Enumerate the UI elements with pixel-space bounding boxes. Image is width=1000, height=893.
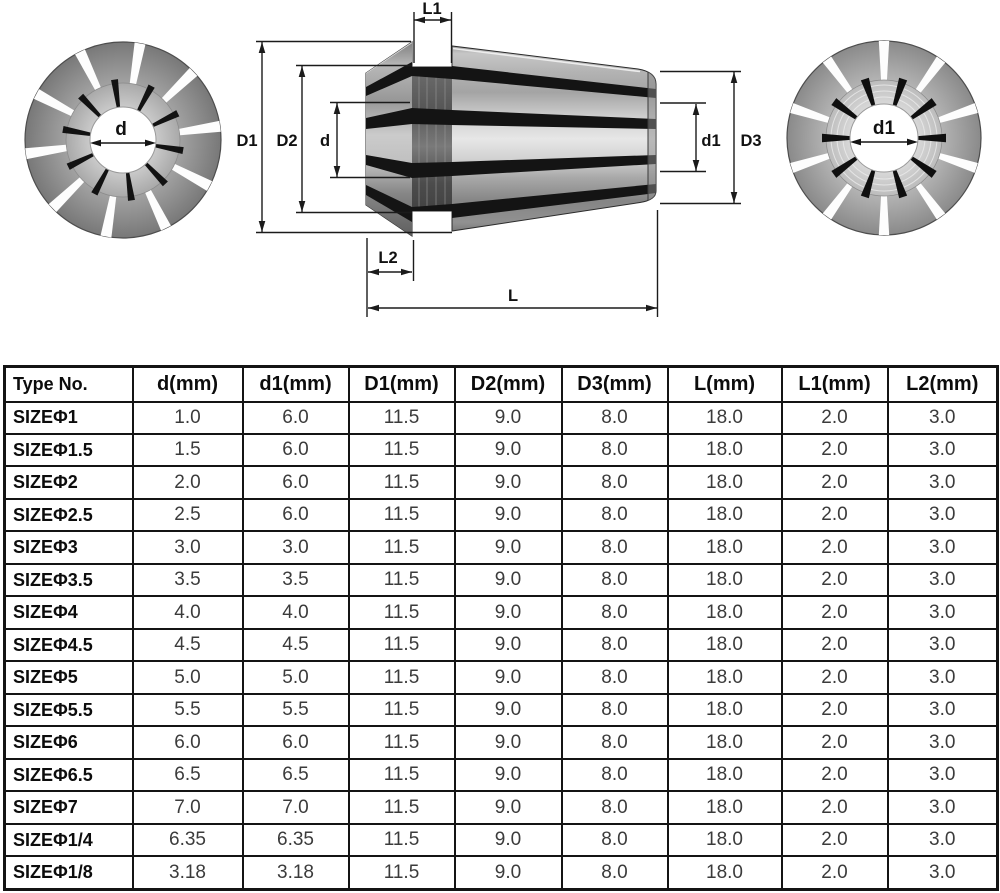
row-label: SIZEΦ6 xyxy=(5,726,133,758)
spec-cell: 18.0 xyxy=(668,629,782,661)
dimension-d1 xyxy=(660,103,706,172)
dim-label-L2: L2 xyxy=(378,249,398,267)
spec-row xyxy=(5,564,998,596)
row-label: SIZEΦ3.5 xyxy=(5,564,133,596)
row-label: SIZEΦ4.5 xyxy=(5,629,133,661)
spec-cell: 3.0 xyxy=(888,629,998,661)
spec-cell: 6.0 xyxy=(243,434,349,466)
dim-label-d: d xyxy=(319,132,331,150)
spec-cell: 18.0 xyxy=(668,759,782,791)
rear-bore-label: d1 xyxy=(872,118,896,139)
spec-cell: 9.0 xyxy=(455,856,562,889)
spec-cell: 3.18 xyxy=(243,856,349,889)
col-header: L1(mm) xyxy=(782,367,888,402)
row-label: SIZEΦ5.5 xyxy=(5,694,133,726)
row-label: SIZEΦ7 xyxy=(5,791,133,823)
spec-cell: 18.0 xyxy=(668,824,782,856)
spec-cell: 3.0 xyxy=(888,824,998,856)
spec-cell: 3.0 xyxy=(133,531,243,563)
spec-cell: 9.0 xyxy=(455,824,562,856)
spec-cell: 3.0 xyxy=(888,499,998,531)
spec-cell: 6.5 xyxy=(243,759,349,791)
spec-cell: 9.0 xyxy=(455,466,562,498)
spec-cell: 1.5 xyxy=(133,434,243,466)
spec-cell: 2.0 xyxy=(133,466,243,498)
spec-row xyxy=(5,596,998,628)
dim-label-L: L xyxy=(507,287,519,305)
spec-cell: 8.0 xyxy=(562,856,668,889)
spec-cell: 2.0 xyxy=(782,564,888,596)
collet-side-view xyxy=(366,42,656,236)
spec-cell: 3.5 xyxy=(243,564,349,596)
spec-cell: 8.0 xyxy=(562,402,668,434)
spec-cell: 5.0 xyxy=(133,661,243,693)
col-header-type: Type No. xyxy=(5,367,133,402)
spec-cell: 11.5 xyxy=(349,596,455,628)
row-label: SIZEΦ1.5 xyxy=(5,434,133,466)
spec-row xyxy=(5,629,998,661)
spec-row xyxy=(5,499,998,531)
spec-cell: 18.0 xyxy=(668,434,782,466)
spec-cell: 6.0 xyxy=(133,726,243,758)
spec-cell: 3.0 xyxy=(888,759,998,791)
spec-cell: 18.0 xyxy=(668,531,782,563)
spec-cell: 2.0 xyxy=(782,661,888,693)
spec-cell: 18.0 xyxy=(668,791,782,823)
spec-cell: 3.0 xyxy=(888,726,998,758)
col-header: L2(mm) xyxy=(888,367,998,402)
col-header: D1(mm) xyxy=(349,367,455,402)
spec-row xyxy=(5,856,998,889)
spec-cell: 4.5 xyxy=(243,629,349,661)
spec-cell: 3.18 xyxy=(133,856,243,889)
spec-cell: 3.0 xyxy=(888,402,998,434)
spec-cell: 11.5 xyxy=(349,564,455,596)
spec-table xyxy=(3,365,999,891)
row-label: SIZEΦ5 xyxy=(5,661,133,693)
spec-cell: 11.5 xyxy=(349,531,455,563)
spec-cell: 4.0 xyxy=(243,596,349,628)
spec-cell: 9.0 xyxy=(455,402,562,434)
col-header: D3(mm) xyxy=(562,367,668,402)
spec-cell: 2.0 xyxy=(782,499,888,531)
spec-cell: 8.0 xyxy=(562,434,668,466)
spec-cell: 18.0 xyxy=(668,694,782,726)
spec-row xyxy=(5,694,998,726)
spec-cell: 3.0 xyxy=(888,856,998,889)
spec-cell: 11.5 xyxy=(349,629,455,661)
spec-cell: 5.5 xyxy=(133,694,243,726)
spec-row xyxy=(5,466,998,498)
spec-cell: 18.0 xyxy=(668,466,782,498)
spec-cell: 18.0 xyxy=(668,726,782,758)
spec-cell: 3.0 xyxy=(243,531,349,563)
spec-cell: 6.0 xyxy=(243,466,349,498)
spec-cell: 2.0 xyxy=(782,596,888,628)
spec-cell: 8.0 xyxy=(562,791,668,823)
spec-cell: 2.0 xyxy=(782,466,888,498)
spec-cell: 6.35 xyxy=(133,824,243,856)
spec-head-row xyxy=(5,367,998,402)
spec-cell: 7.0 xyxy=(243,791,349,823)
spec-cell: 6.0 xyxy=(243,726,349,758)
spec-cell: 9.0 xyxy=(455,661,562,693)
spec-cell: 8.0 xyxy=(562,564,668,596)
spec-cell: 11.5 xyxy=(349,726,455,758)
row-label: SIZEΦ1/4 xyxy=(5,824,133,856)
spec-cell: 1.0 xyxy=(133,402,243,434)
spec-cell: 6.0 xyxy=(243,499,349,531)
row-label: SIZEΦ3 xyxy=(5,531,133,563)
spec-cell: 18.0 xyxy=(668,564,782,596)
spec-cell: 4.5 xyxy=(133,629,243,661)
spec-cell: 2.0 xyxy=(782,694,888,726)
dim-label-D2: D2 xyxy=(276,132,298,150)
collet-technical-drawing xyxy=(0,0,1000,360)
spec-cell: 18.0 xyxy=(668,856,782,889)
row-label: SIZEΦ4 xyxy=(5,596,133,628)
spec-cell: 11.5 xyxy=(349,856,455,889)
spec-cell: 8.0 xyxy=(562,531,668,563)
spec-cell: 6.35 xyxy=(243,824,349,856)
spec-cell: 7.0 xyxy=(133,791,243,823)
col-header: L(mm) xyxy=(668,367,782,402)
spec-table-head xyxy=(5,367,998,402)
spec-cell: 11.5 xyxy=(349,661,455,693)
spec-cell: 8.0 xyxy=(562,824,668,856)
spec-cell: 11.5 xyxy=(349,824,455,856)
spec-cell: 2.5 xyxy=(133,499,243,531)
spec-cell: 3.0 xyxy=(888,791,998,823)
spec-cell: 2.0 xyxy=(782,791,888,823)
col-header: d(mm) xyxy=(133,367,243,402)
spec-cell: 9.0 xyxy=(455,499,562,531)
spec-cell: 18.0 xyxy=(668,661,782,693)
spec-cell: 2.0 xyxy=(782,824,888,856)
row-label: SIZEΦ1/8 xyxy=(5,856,133,889)
spec-table-body xyxy=(5,402,998,890)
spec-cell: 9.0 xyxy=(455,434,562,466)
spec-cell: 2.0 xyxy=(782,629,888,661)
spec-cell: 11.5 xyxy=(349,466,455,498)
spec-cell: 9.0 xyxy=(455,726,562,758)
spec-cell: 2.0 xyxy=(782,726,888,758)
spec-cell: 2.0 xyxy=(782,856,888,889)
spec-cell: 6.0 xyxy=(243,402,349,434)
spec-cell: 3.0 xyxy=(888,466,998,498)
spec-cell: 8.0 xyxy=(562,596,668,628)
spec-cell: 8.0 xyxy=(562,499,668,531)
spec-cell: 11.5 xyxy=(349,694,455,726)
spec-row xyxy=(5,402,998,434)
row-label: SIZEΦ2 xyxy=(5,466,133,498)
dim-label-D3: D3 xyxy=(740,132,762,150)
spec-row xyxy=(5,824,998,856)
spec-row xyxy=(5,661,998,693)
spec-cell: 9.0 xyxy=(455,759,562,791)
spec-cell: 3.0 xyxy=(888,694,998,726)
dim-label-L1: L1 xyxy=(422,0,442,18)
spec-cell: 8.0 xyxy=(562,694,668,726)
spec-row xyxy=(5,531,998,563)
spec-cell: 11.5 xyxy=(349,791,455,823)
spec-cell: 8.0 xyxy=(562,466,668,498)
spec-cell: 3.0 xyxy=(888,434,998,466)
spec-cell: 5.5 xyxy=(243,694,349,726)
spec-cell: 3.0 xyxy=(888,531,998,563)
spec-row xyxy=(5,434,998,466)
row-label: SIZEΦ2.5 xyxy=(5,499,133,531)
spec-cell: 9.0 xyxy=(455,564,562,596)
spec-cell: 9.0 xyxy=(455,791,562,823)
col-header: d1(mm) xyxy=(243,367,349,402)
spec-cell: 4.0 xyxy=(133,596,243,628)
spec-cell: 3.0 xyxy=(888,564,998,596)
spec-cell: 11.5 xyxy=(349,434,455,466)
dimension-L1 xyxy=(414,12,452,63)
row-label: SIZEΦ6.5 xyxy=(5,759,133,791)
spec-cell: 18.0 xyxy=(668,402,782,434)
spec-cell: 18.0 xyxy=(668,596,782,628)
spec-cell: 3.0 xyxy=(888,661,998,693)
spec-cell: 8.0 xyxy=(562,759,668,791)
spec-cell: 8.0 xyxy=(562,726,668,758)
spec-cell: 2.0 xyxy=(782,402,888,434)
front-bore-label: d xyxy=(115,119,127,140)
spec-cell: 2.0 xyxy=(782,434,888,466)
spec-cell: 2.0 xyxy=(782,759,888,791)
collet-rear-view xyxy=(787,41,981,235)
spec-cell: 8.0 xyxy=(562,629,668,661)
spec-cell: 9.0 xyxy=(455,531,562,563)
spec-cell: 11.5 xyxy=(349,759,455,791)
spec-row xyxy=(5,759,998,791)
spec-cell: 8.0 xyxy=(562,661,668,693)
spec-cell: 3.0 xyxy=(888,596,998,628)
dim-label-D1: D1 xyxy=(236,132,258,150)
spec-cell: 6.5 xyxy=(133,759,243,791)
spec-cell: 3.5 xyxy=(133,564,243,596)
spec-cell: 11.5 xyxy=(349,402,455,434)
row-label: SIZEΦ1 xyxy=(5,402,133,434)
spec-cell: 9.0 xyxy=(455,694,562,726)
spec-cell: 9.0 xyxy=(455,596,562,628)
spec-cell: 11.5 xyxy=(349,499,455,531)
spec-cell: 9.0 xyxy=(455,629,562,661)
dim-label-d1: d1 xyxy=(701,132,721,150)
spec-cell: 2.0 xyxy=(782,531,888,563)
spec-cell: 5.0 xyxy=(243,661,349,693)
spec-cell: 18.0 xyxy=(668,499,782,531)
col-header: D2(mm) xyxy=(455,367,562,402)
collet-front-view xyxy=(25,42,221,238)
spec-row xyxy=(5,791,998,823)
spec-row xyxy=(5,726,998,758)
